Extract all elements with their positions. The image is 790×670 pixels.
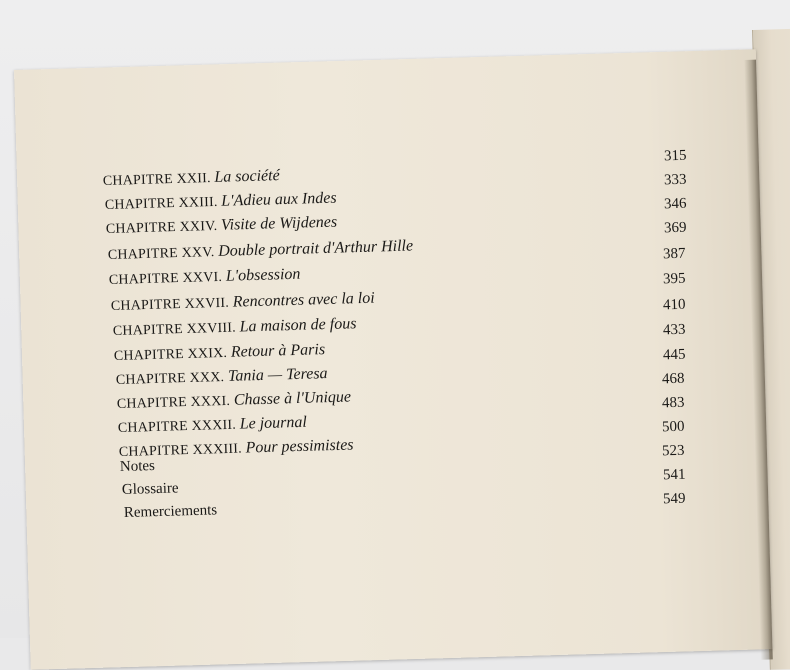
chapter-number: CHAPITRE XXIX. (113, 345, 228, 364)
toc-first-page-number: 315 (663, 147, 687, 165)
chapter-title: La société (214, 167, 280, 186)
chapter-number: CHAPITRE XXVIII. (112, 320, 237, 339)
chapter-title: Rencontres avec la loi (232, 289, 375, 311)
chapter-title: Retour à Paris (230, 341, 326, 361)
back-matter-label: Notes (119, 458, 156, 475)
toc-page-number: 483 (661, 394, 685, 412)
chapter-number: CHAPITRE XXVI. (108, 269, 223, 288)
toc-page-number: 549 (662, 490, 686, 508)
chapter-number: CHAPITRE XXXI. (116, 393, 231, 412)
toc-page-number: 346 (663, 195, 687, 213)
back-matter-label: Remerciements (123, 502, 218, 521)
chapter-title: Pour pessimistes (245, 436, 354, 457)
chapter-title: Tania — Teresa (227, 365, 328, 385)
toc-page-number: 387 (662, 245, 686, 263)
chapter-title: L'Adieu aux Indes (221, 189, 337, 210)
chapter-number: CHAPITRE XXXII. (117, 417, 237, 436)
toc-page-number: 395 (662, 270, 686, 288)
toc-page-number: 410 (662, 296, 686, 314)
chapter-title: Chasse à l'Unique (233, 388, 352, 409)
chapter-title: La maison de fous (239, 315, 357, 336)
toc-entry-label (103, 167, 280, 190)
toc-page-number: 541 (662, 466, 686, 484)
chapter-number: CHAPITRE XXIII. (104, 194, 218, 213)
toc-page-number: 468 (661, 370, 685, 388)
chapter-number: CHAPITRE XXII. (102, 170, 211, 189)
toc-page-number: 369 (663, 219, 687, 237)
chapter-title: Double portrait d'Arthur Hille (217, 237, 414, 260)
chapter-number: CHAPITRE XXX. (115, 369, 225, 388)
toc-page-number: 500 (661, 418, 685, 436)
chapter-number: CHAPITRE XXIV. (105, 218, 218, 237)
back-matter-label: Glossaire (121, 480, 179, 498)
toc-entry-label (118, 414, 307, 437)
chapter-number: CHAPITRE XXVII. (110, 295, 230, 314)
toc-page-number: 523 (661, 442, 685, 460)
chapter-number: CHAPITRE XXXIII. (118, 441, 243, 460)
toc-page-number: 433 (662, 321, 686, 339)
chapter-title: Visite de Wijdenes (220, 213, 338, 234)
chapter-title: L'obsession (225, 265, 301, 285)
toc-page-number: 333 (663, 171, 687, 189)
toc-page-number: 445 (662, 346, 686, 364)
chapter-title: Le journal (239, 413, 308, 433)
chapter-number: CHAPITRE XXV. (107, 245, 215, 263)
